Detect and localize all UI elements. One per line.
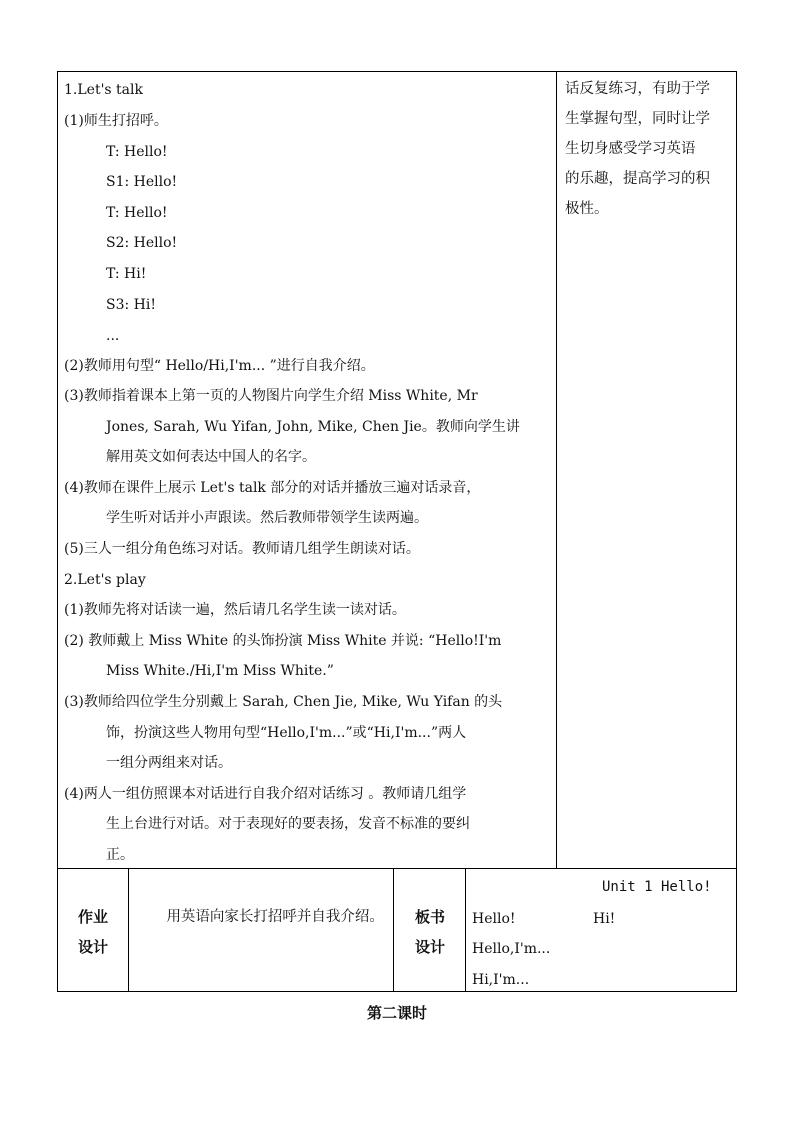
homework-label: 作业 <box>77 908 108 926</box>
homework-text-cell <box>129 869 393 992</box>
lesson-line: 生上台进行对话。对于表现好的要表扬，发音不标准的要纠 <box>106 816 470 832</box>
lesson-line: T: Hi! <box>106 266 147 282</box>
lesson-line: (2) 教师戴上 Miss White 的头饰扮演 Miss White 并说: “Hello!I'm <box>64 633 502 649</box>
lesson-line: T: Hello! <box>106 205 168 221</box>
board-hi: Hi! <box>593 911 616 927</box>
homework-label: 设计 <box>77 938 108 956</box>
lesson-line: S2: Hello! <box>106 235 178 251</box>
note-line: 极性。 <box>565 201 609 217</box>
lesson-line: (5)三人一组分角色练习对话。教师请几组学生朗读对话。 <box>64 541 420 557</box>
lesson-line: 学生听对话并小声跟读。然后教师带领学生读两遍。 <box>106 510 428 526</box>
section-title: 第二课时 <box>366 1004 427 1022</box>
lesson-line: 一组分两组来对话。 <box>106 755 232 771</box>
lesson-line: T: Hello! <box>106 144 168 160</box>
homework-label-cell <box>57 869 128 992</box>
note-line: 的乐趣，提高学习的积 <box>565 171 710 187</box>
board-label: 板书 <box>414 908 445 926</box>
lesson-line: 1.Let's talk <box>64 82 143 98</box>
lesson-line: S1: Hello! <box>106 174 178 190</box>
lesson-line: (4)教师在课件上展示 Let's talk 部分的对话并播放三遍对话录音， <box>64 480 481 496</box>
board-hello: Hello! <box>472 911 516 927</box>
lesson-line: (4)两人一组仿照课本对话进行自我介绍对话练习 。教师请几组学 <box>64 786 467 802</box>
note-line: 话反复练习，有助于学 <box>565 81 710 97</box>
lesson-line: 2.Let's play <box>64 572 146 588</box>
board-heading: Unit 1 Hello! <box>602 879 712 895</box>
board-label-cell <box>394 869 465 992</box>
lesson-line: (3)教师指着课本上第一页的人物图片向学生介绍 Miss White, Mr <box>64 388 478 404</box>
lesson-line: (1)师生打招呼。 <box>64 113 168 129</box>
lesson-procedure-cell <box>57 71 556 868</box>
lesson-line: Miss White./Hi,I'm Miss White.” <box>106 663 334 679</box>
lesson-line: Jones, Sarah, Wu Yifan, John, Mike, Chen Jie。教师向学生讲 <box>106 419 520 435</box>
note-line: 生切身感受学习英语 <box>565 141 696 157</box>
note-line: 生掌握句型，同时让学 <box>565 111 710 127</box>
lesson-line: (1)教师先将对话读一遍，然后请几名学生读一读对话。 <box>64 602 406 618</box>
lesson-line: 饰，扮演这些人物用句型“Hello,I'm...”或“Hi,I'm...”两人 <box>106 725 467 741</box>
lesson-line: S3: Hi! <box>106 297 156 313</box>
lesson-line: 正。 <box>106 847 134 863</box>
homework-text: 用英语向家长打招呼并自我介绍。 <box>166 909 384 925</box>
board-label: 设计 <box>414 938 445 956</box>
board-content-cell <box>466 869 737 992</box>
lesson-line: 解用英文如何表达中国人的名字。 <box>106 449 316 465</box>
board-hi-im: Hi,I'm... <box>472 972 530 988</box>
design-notes-cell <box>557 71 737 868</box>
lesson-line: ... <box>106 328 120 344</box>
board-hello-im: Hello,I'm... <box>472 941 551 957</box>
lesson-line: (3)教师给四位学生分别戴上 Sarah, Chen Jie, Mike, Wu Yifan 的头 <box>64 694 503 710</box>
lesson-line: (2)教师用句型“ Hello/Hi,I'm... ”进行自我介绍。 <box>64 358 375 374</box>
